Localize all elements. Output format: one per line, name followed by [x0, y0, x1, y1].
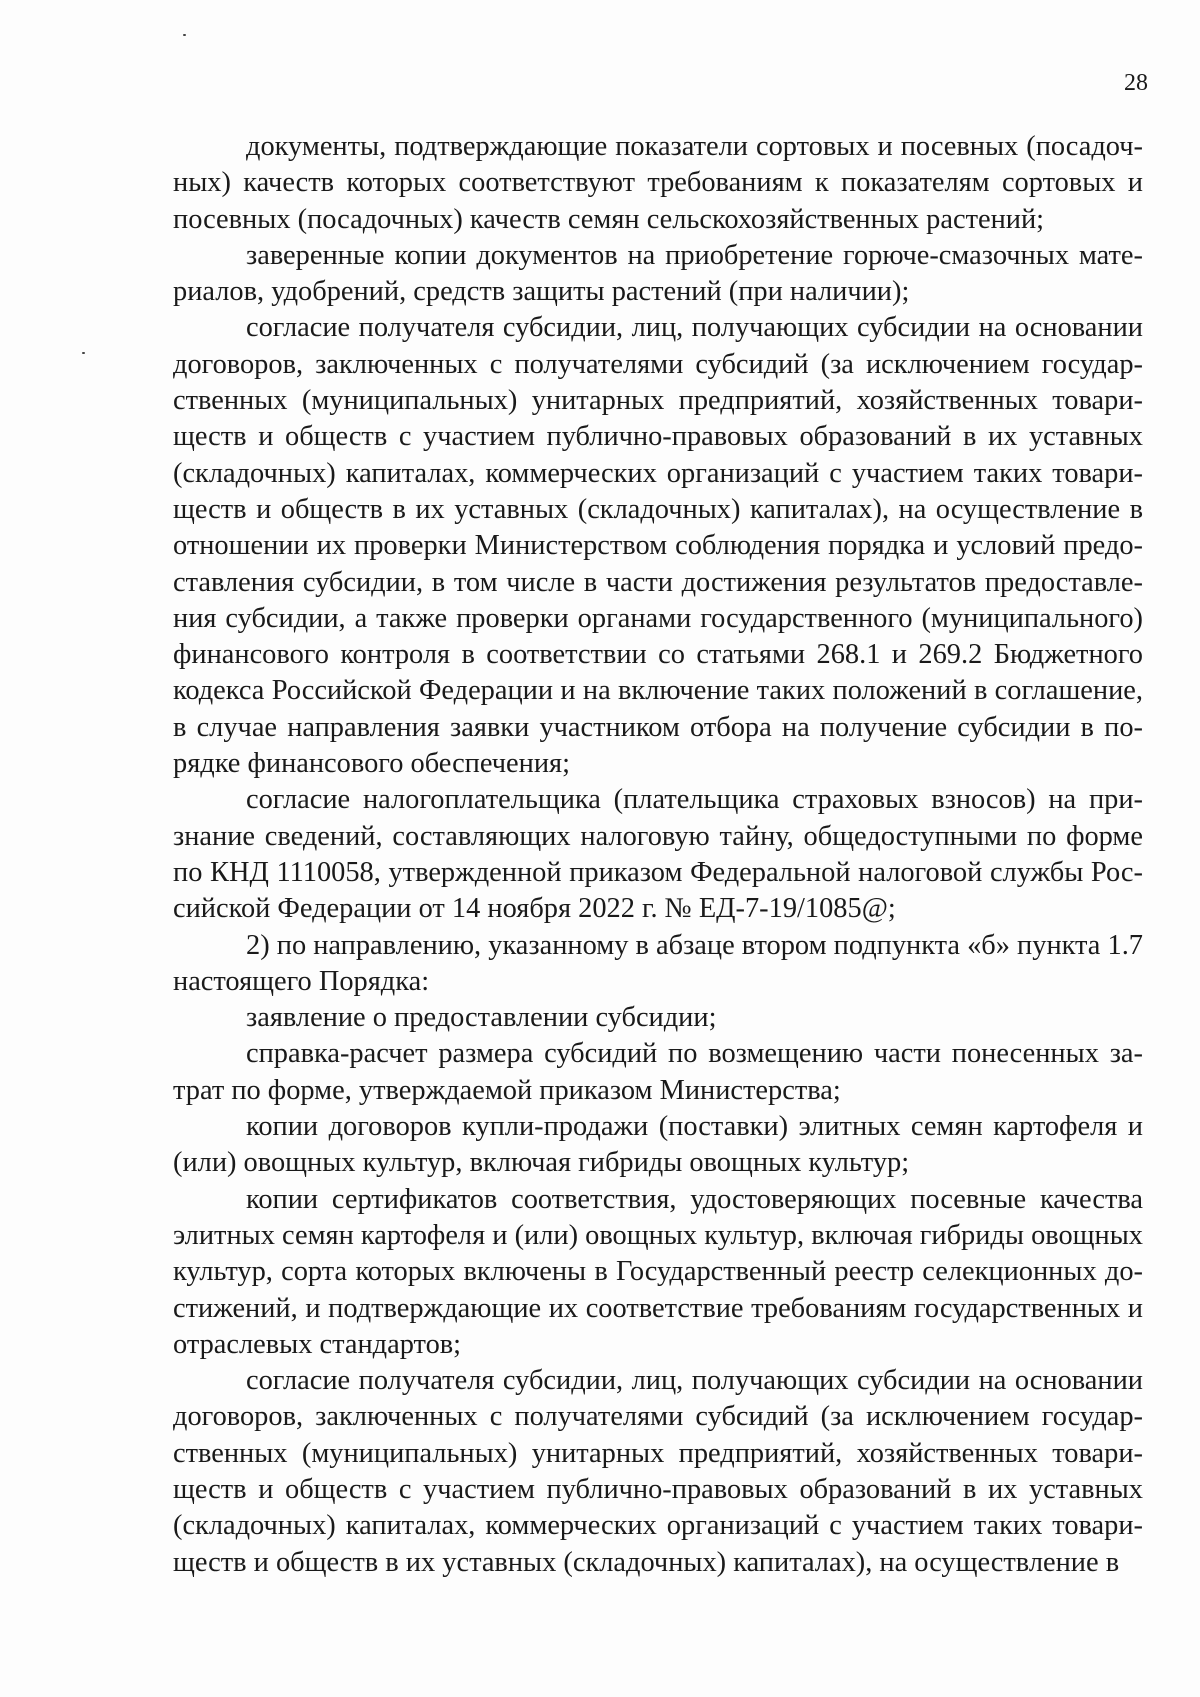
paragraph-purchase-contracts: копии договоров купли-продажи (поставки) элитных семян картофеля и (или) овощных культур, включая гибриды овощных культур;: [173, 1111, 1143, 1179]
scan-speck: [82, 352, 85, 354]
paragraph-fuel-fertilizer-copies: заверенные копии документов на приобретение горюче-смазочных материалов, удобрений, средств защиты растений (при наличии);: [173, 239, 1143, 308]
paragraph-consent-inspection-2: согласие получателя субсидии, лиц, получающих субсидии на основании договоров, заключенных с получателями субсидий (за исключением государственных (муниципальных) унитарных предприятий, хозяйственных товариществ и обществ с участием публично-правовых образований в их уставных (складочных) капиталах, коммерческих организаций с участием таких товариществ и обществ в их уставных (складочных) капиталах), на осуществление в: [173, 1365, 1143, 1578]
paragraph-calculation-certificate: справка-расчет размера субсидий по возмещению части понесенных затрат по форме, утверждаемой приказом Министерства;: [173, 1038, 1143, 1106]
document-body: [173, 129, 1143, 1581]
paragraph-direction-2: 2) по направлению, указанному в абзаце втором подпункта «б» пункта 1.7 настоящего Порядка:: [173, 929, 1143, 997]
scan-speck: [183, 34, 186, 36]
paragraph-conformity-certificates: копии сертификатов соответствия, удостоверяющих посевные качества элитных семян картофеля и (или) овощных культур, включая гибриды овощных культур, сорта которых включены в Государственный реестр селекционных достижений, и подтверждающие их соответствие требованиям государственных и отраслевых стандартов;: [173, 1183, 1143, 1360]
paragraph-documents-quality: документы, подтверждающие показатели сортовых и посевных (посадочных) качеств которых соответствуют требованиям к показателям сортовых и посевных (посадочных) качеств семян сельскохозяйственных растений;: [173, 131, 1143, 235]
page-number: 28: [1124, 70, 1148, 96]
paragraph-application: заявление о предоставлении субсидии;: [246, 1002, 717, 1034]
paragraph-consent-inspection: согласие получателя субсидии, лиц, получающих субсидии на основании договоров, заключенных с получателями субсидий (за исключением государственных (муниципальных) унитарных предприятий, хозяйственных товариществ и обществ с участием публично-правовых образований в их уставных (складочных) капиталах, коммерческих организаций с участием таких товариществ и обществ в их уставных (складочных) капиталах), на осуществление в отношении их проверки Министерством соблюдения порядка и условий предоставления субсидии, в том числе в части достижения результатов предоставления субсидии, а также проверки органами государственного (муниципального) финансового контроля в соответствии со статьями 268.1 и 269.2 Бюджетного кодекса Российской Федерации и на включение таких положений в соглашение, в случае направления заявки участником отбора на получение субсидии в порядке финансового обеспечения;: [173, 312, 1143, 780]
paragraph-taxpayer-consent: согласие налогоплательщика (плательщика страховых взносов) на признание сведений, составляющих налоговую тайну, общедоступными по форме по КНД 1110058, утвержденной приказом Федеральной налоговой службы Российской Федерации от 14 ноября 2022 г. № ЕД-7-19/1085@;: [173, 784, 1143, 925]
